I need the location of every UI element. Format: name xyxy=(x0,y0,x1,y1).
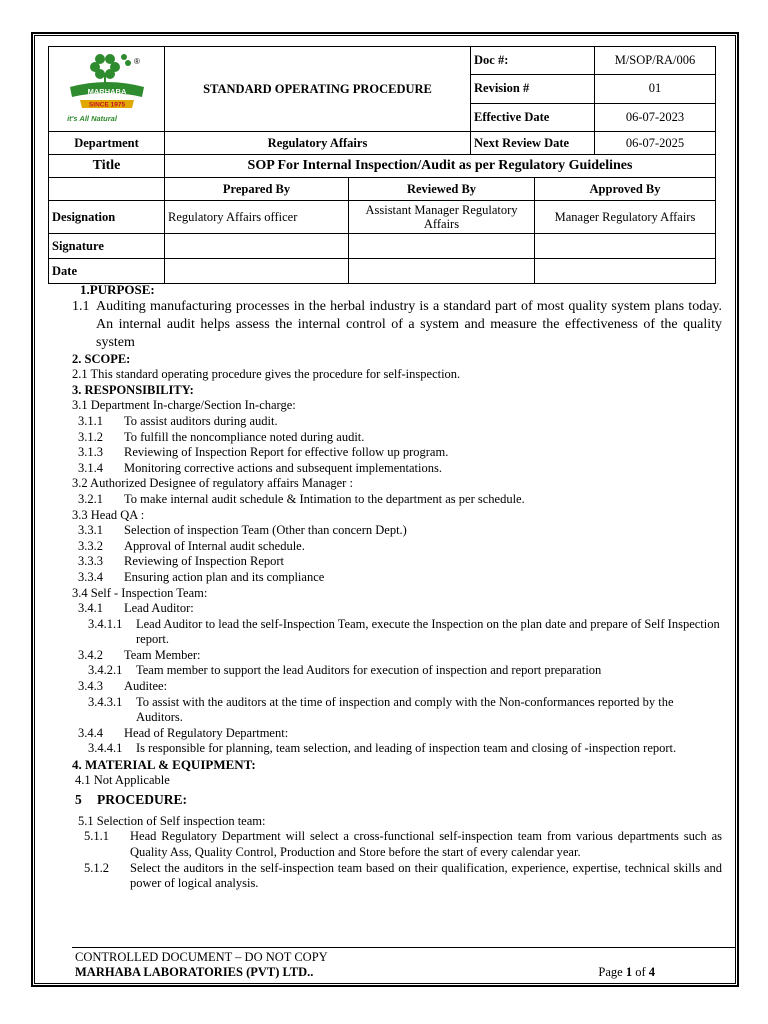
next-review-label: Next Review Date xyxy=(471,132,595,155)
proc-5-1-2 xyxy=(72,861,722,892)
doc-no-value: M/SOP/RA/006 xyxy=(595,47,716,75)
item-text: Reviewing of Inspection Report for effective follow up program. xyxy=(124,445,449,460)
item-number: 5.1.2 xyxy=(84,860,109,875)
page-footer xyxy=(75,950,655,980)
designation-approved: Manager Regulatory Affairs xyxy=(535,201,716,234)
resp-3-1-2 xyxy=(72,430,722,446)
item-text: Monitoring corrective actions and subsequent implementations. xyxy=(124,460,442,475)
resp-3-4-4-1 xyxy=(72,741,722,757)
item-number: 3.4.2.1 xyxy=(88,663,123,678)
resp-3-3-2 xyxy=(72,539,722,555)
title-label: Title xyxy=(49,155,165,178)
resp-3-4-3-1 xyxy=(72,695,722,726)
designation-prepared: Regulatory Affairs officer xyxy=(165,201,349,234)
item-number: 3.3.1 xyxy=(78,523,103,538)
resp-3-3: 3.3 Head QA : xyxy=(72,507,145,522)
material-heading: 4. MATERIAL & EQUIPMENT: xyxy=(72,757,256,773)
section-title: PROCEDURE: xyxy=(97,792,187,808)
procedure-heading xyxy=(72,792,722,808)
item-number: 3.1.3 xyxy=(78,445,103,460)
doc-type-title: STANDARD OPERATING PROCEDURE xyxy=(165,47,471,132)
resp-3-2: 3.2 Authorized Designee of regulatory affairs Manager : xyxy=(72,476,353,491)
page-number xyxy=(598,965,655,980)
item-number: 3.4.1.1 xyxy=(88,616,123,631)
footer-divider xyxy=(72,947,735,948)
current-page: 1 xyxy=(625,965,633,979)
item-number: 3.1.4 xyxy=(78,460,103,475)
item-text: Team Member: xyxy=(124,647,201,662)
resp-3-2-1 xyxy=(72,492,722,508)
logo-since: SINCE 1975 xyxy=(88,101,125,109)
date-prepared xyxy=(165,259,349,284)
signature-approved xyxy=(535,234,716,259)
item-text: Lead Auditor: xyxy=(124,601,194,616)
item-text: To make internal audit schedule & Intimation to the department as per schedule. xyxy=(124,491,525,506)
item-number: 3.4.3.1 xyxy=(88,694,123,709)
resp-3-1-4 xyxy=(72,461,722,477)
item-text: Approval of Internal audit schedule. xyxy=(124,538,305,553)
effective-date-label: Effective Date xyxy=(471,103,595,131)
item-text: Reviewing of Inspection Report xyxy=(124,554,285,569)
logo-tagline: it's All Natural xyxy=(66,114,117,123)
item-text: Head of Regulatory Department: xyxy=(124,725,289,740)
designation-reviewed: Assistant Manager Regulatory Affairs xyxy=(349,201,535,234)
item-text: To assist auditors during audit. xyxy=(124,413,278,428)
signature-label: Signature xyxy=(49,234,165,259)
resp-3-1-1 xyxy=(72,414,722,430)
resp-3-4-2-1 xyxy=(72,663,722,679)
resp-3-3-3 xyxy=(72,554,722,570)
resp-3-1: 3.1 Department In-charge/Section In-charge: xyxy=(72,398,296,413)
resp-3-4: 3.4 Self - Inspection Team: xyxy=(72,585,208,600)
sop-title: SOP For Internal Inspection/Audit as per Regulatory Guidelines xyxy=(165,155,716,178)
page-label: Page xyxy=(598,965,623,979)
item-text: Select the auditors in the self-inspection team based on their qualification, experience, expertise, technical skills and power of logical analysis. xyxy=(130,860,722,891)
designation-label: Designation xyxy=(49,201,165,234)
sop-header-table xyxy=(48,46,716,284)
item-number: 3.3.4 xyxy=(78,569,103,584)
resp-3-4-2 xyxy=(72,648,722,664)
item-number: 3.4.3 xyxy=(78,679,103,694)
department-value: Regulatory Affairs xyxy=(165,132,471,155)
approved-by-header: Approved By xyxy=(535,178,716,201)
controlled-document-notice: CONTROLLED DOCUMENT – DO NOT COPY xyxy=(75,950,328,964)
resp-3-4-4 xyxy=(72,726,722,742)
effective-date-value: 06-07-2023 xyxy=(595,103,716,131)
revision-label: Revision # xyxy=(471,75,595,103)
responsibility-heading: 3. RESPONSIBILITY: xyxy=(72,382,194,397)
department-label: Department xyxy=(49,132,165,155)
item-number: 3.4.4 xyxy=(78,725,103,740)
date-approved xyxy=(535,259,716,284)
item-text: To fulfill the noncompliance noted during audit. xyxy=(124,429,365,444)
revision-value: 01 xyxy=(595,75,716,103)
purpose-heading: 1.PURPOSE: xyxy=(80,282,155,297)
of-label: of xyxy=(635,965,646,979)
resp-3-1-3 xyxy=(72,445,722,461)
item-number: 3.3.3 xyxy=(78,554,103,569)
item-text: To assist with the auditors at the time of inspection and comply with the Non-conformances reported by the Auditors. xyxy=(136,694,674,725)
scope-heading: 2. SCOPE: xyxy=(72,351,131,366)
item-text: Ensuring action plan and its compliance xyxy=(124,569,325,584)
item-text: Selection of inspection Team (Other than concern Dept.) xyxy=(124,523,407,538)
resp-3-4-3 xyxy=(72,679,722,695)
item-number: 3.1.1 xyxy=(78,413,103,428)
item-number: 3.4.2 xyxy=(78,647,103,662)
section-number: 5 xyxy=(75,792,82,808)
resp-3-3-4 xyxy=(72,570,722,586)
item-text: Head Regulatory Department will select a cross-functional self-inspection team from various departments such as Quality Ass, Quality Control, Production and Store before the start of every calendar year. xyxy=(130,829,722,859)
prepared-by-header: Prepared By xyxy=(165,178,349,201)
resp-3-3-1 xyxy=(72,523,722,539)
reviewed-by-header: Reviewed By xyxy=(349,178,535,201)
item-text: Auditee: xyxy=(124,679,168,694)
marhaba-logo xyxy=(62,47,152,127)
item-number: 5.1.1 xyxy=(84,829,109,844)
item-number: 3.2.1 xyxy=(78,491,103,506)
sop-body xyxy=(72,282,722,892)
registered-mark: ® xyxy=(133,57,140,66)
company-name: MARHABA LABORATORIES (PVT) LTD.. xyxy=(75,965,314,979)
scope-text: 2.1 This standard operating procedure gives the procedure for self-inspection. xyxy=(72,367,461,382)
total-pages: 4 xyxy=(648,965,655,979)
item-number: 3.4.4.1 xyxy=(88,741,123,756)
item-number: 3.4.1 xyxy=(78,601,103,616)
resp-3-4-1-1 xyxy=(72,617,722,648)
signature-prepared xyxy=(165,234,349,259)
proc-5-1-1 xyxy=(72,829,722,860)
item-number: 3.3.2 xyxy=(78,538,103,553)
date-label: Date xyxy=(49,259,165,284)
item-text: Is responsible for planning, team selection, and leading of inspection team and closing of -inspection report. xyxy=(136,741,677,756)
doc-no-label: Doc #: xyxy=(471,47,595,75)
purpose-item xyxy=(72,298,722,352)
logo-wordmark: MARHABA xyxy=(87,87,126,96)
proc-5-1: 5.1 Selection of Self inspection team: xyxy=(78,813,266,828)
item-number: 3.1.2 xyxy=(78,429,103,444)
item-text: Lead Auditor to lead the self-Inspection Team, execute the Inspection on the plan date and prepare of Self Inspection report. xyxy=(136,616,720,647)
material-text: 4.1 Not Applicable xyxy=(75,772,170,787)
item-text: Team member to support the lead Auditors for execution of inspection and report preparation xyxy=(136,663,602,678)
purpose-number: 1.1 xyxy=(72,298,90,314)
signature-reviewed xyxy=(349,234,535,259)
date-reviewed xyxy=(349,259,535,284)
next-review-value: 06-07-2025 xyxy=(595,132,716,155)
blank-cell xyxy=(49,178,165,201)
purpose-text: Auditing manufacturing processes in the herbal industry is a standard part of most quality system plans today. An internal audit helps assess the internal control of a system and measure the effectiveness of the quality system xyxy=(96,298,722,350)
logo-cell xyxy=(49,47,165,132)
resp-3-4-1 xyxy=(72,601,722,617)
